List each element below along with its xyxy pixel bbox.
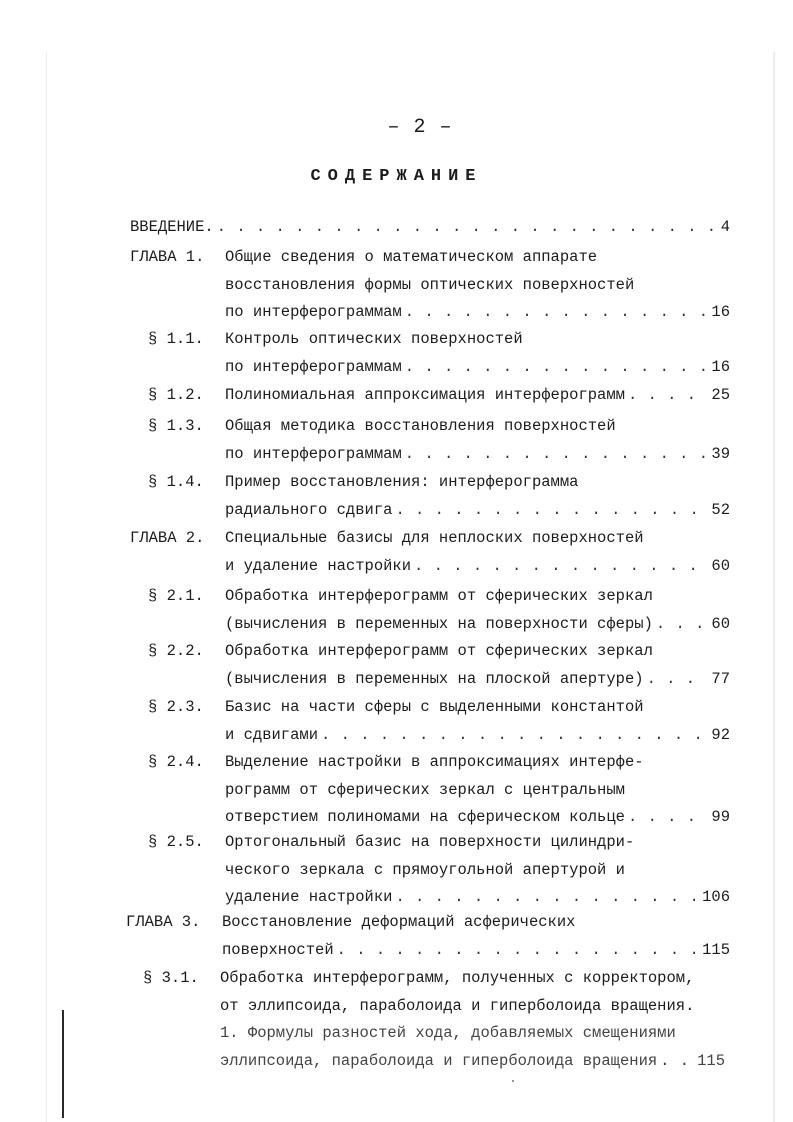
entry-line: Общие сведения о математическом аппарате (225, 248, 598, 266)
toc-line (225, 299, 730, 327)
entry-line: Общая методика восстановления поверхностей (225, 417, 616, 435)
entry-line: от эллипсоида, параболоида и гиперболоида вращения. (220, 996, 695, 1015)
toc-line (225, 497, 730, 525)
page-ref: 60 (711, 614, 730, 633)
toc-line (225, 354, 730, 382)
entry-line: Обработка интерферограмм от сферических зеркал (225, 642, 653, 660)
entry-line: (вычисления в переменных на плоской апертуре) (225, 669, 644, 688)
page-ref: 115 (697, 1051, 725, 1070)
toc-line (225, 884, 730, 912)
entry-line: удаление настройки (225, 888, 393, 906)
entry-label: § 1.3. (148, 417, 204, 435)
page-ref: 60 (711, 556, 730, 575)
dot-leader (405, 299, 709, 327)
entry-text (220, 965, 725, 1075)
entry-line: поверхностей (222, 940, 334, 959)
dot-leader (405, 441, 709, 469)
dot-leader (217, 214, 718, 242)
entry-line: Пример восстановления: интерферограмма (225, 473, 579, 491)
entry-label: ГЛАВА 1. (130, 248, 205, 266)
entry-text (225, 829, 730, 912)
entry-label: ГЛАВА 2. (130, 529, 205, 547)
entry-text (225, 525, 730, 580)
dot-leader (656, 611, 709, 639)
toc-line (222, 937, 730, 965)
entry-label: § 2.4. (148, 753, 204, 771)
entry-line: по интерферограммам (225, 444, 402, 463)
entry-label: § 2.5. (148, 833, 204, 851)
dot-leader (414, 553, 708, 581)
entry-line: по интерферограммам (225, 357, 402, 376)
toc-line (220, 1048, 725, 1076)
entry-text (225, 583, 730, 638)
entry-line: Специальные базисы для неплоских поверхностей (225, 529, 644, 547)
entry-line: Восстановление деформаций асферических (222, 913, 576, 931)
dot-leader (321, 722, 708, 750)
entry-line: 1. Формулы разностей хода, добавляемых смещениями (220, 1024, 676, 1042)
dot-leader (405, 354, 709, 382)
dot-leader (660, 1048, 694, 1076)
entry-text (225, 469, 730, 524)
scan-edge-left (46, 52, 47, 1122)
page-ref: 4 (720, 218, 730, 236)
entry-line: эллипсоида, параболоида и гиперболоида вращения (220, 1051, 658, 1070)
dot-leader (337, 937, 699, 965)
page-ref: 92 (711, 725, 730, 744)
entry-line: Ортогональный базис на поверхности цилиндри- (225, 833, 635, 851)
entry-text (225, 382, 730, 410)
entry-title: ВВЕДЕНИЕ. (130, 218, 214, 236)
entry-text (225, 244, 730, 327)
scan-edge-right (773, 52, 775, 1122)
entry-line: (вычисления в переменных на поверхности сферы) (225, 614, 653, 633)
entry-line: ческого зеркала с прямоугольной апертурой и (225, 860, 625, 879)
page-ref: 25 (711, 386, 730, 404)
entry-line: Контроль оптических поверхностей (225, 330, 523, 348)
dot-leader (395, 497, 708, 525)
page-ref: 99 (711, 808, 730, 826)
toc-line (225, 722, 730, 750)
entry-line: радиального сдвига (225, 500, 393, 519)
entry-label: ГЛАВА 3. (126, 913, 201, 931)
page-number: – 2 – (387, 116, 453, 139)
toc-heading: СОДЕРЖАНИЕ (310, 167, 483, 186)
dot-leader (647, 666, 709, 694)
toc-line (225, 611, 730, 639)
entry-text (225, 326, 730, 381)
toc-line (130, 214, 730, 242)
page-ref: 52 (711, 500, 730, 519)
toc-line (225, 666, 730, 694)
dot-leader (628, 382, 708, 410)
page-ref: 77 (711, 669, 730, 688)
entry-label: § 3.1. (143, 969, 199, 987)
toc-line (225, 553, 730, 581)
margin-mark (62, 1010, 64, 1118)
page-ref: 106 (702, 888, 730, 906)
entry-label: § 2.2. (148, 642, 204, 660)
dot-leader (395, 884, 699, 912)
toc-entry-introduction (130, 214, 730, 242)
entry-text (222, 909, 730, 964)
entry-text (225, 694, 730, 749)
entry-text (225, 638, 730, 693)
toc-line (225, 382, 730, 410)
page-ref: 16 (711, 357, 730, 376)
page-ref: 16 (711, 303, 730, 321)
entry-label: § 1.1. (148, 330, 204, 348)
entry-line: восстановления формы оптических поверхностей (225, 275, 635, 294)
toc-line (225, 441, 730, 469)
entry-label: § 2.1. (148, 587, 204, 605)
entry-line: и удаление настройки (225, 556, 412, 575)
dot-leader (628, 804, 708, 832)
entry-line: Базис на части сферы с выделенными константой (225, 698, 644, 716)
entry-line: рограмм от сферических зеркал с центральным (225, 780, 625, 799)
entry-line: по интерферограммам (225, 303, 402, 321)
entry-line: Обработка интерферограмм, полученных с корректором, (220, 969, 695, 987)
entry-label: § 1.4. (148, 473, 204, 491)
entry-label: § 2.3. (148, 698, 204, 716)
entry-line: Обработка интерферограмм от сферических зеркал (225, 587, 653, 605)
scan-speck (512, 1080, 514, 1082)
entry-line: Выделение настройки в аппроксимациях интерфе- (225, 753, 644, 771)
page-ref: 39 (711, 444, 730, 463)
entry-text (225, 413, 730, 468)
entry-text (225, 749, 730, 832)
entry-line: отверстием полиномами на сферическом кольце (225, 808, 625, 826)
entry-label: § 1.2. (148, 386, 204, 404)
toc-line (225, 804, 730, 832)
page-ref: 115 (702, 940, 730, 959)
entry-line: и сдвигами (225, 725, 319, 744)
entry-line: Полиномиальная аппроксимация интерферограмм (225, 386, 625, 404)
